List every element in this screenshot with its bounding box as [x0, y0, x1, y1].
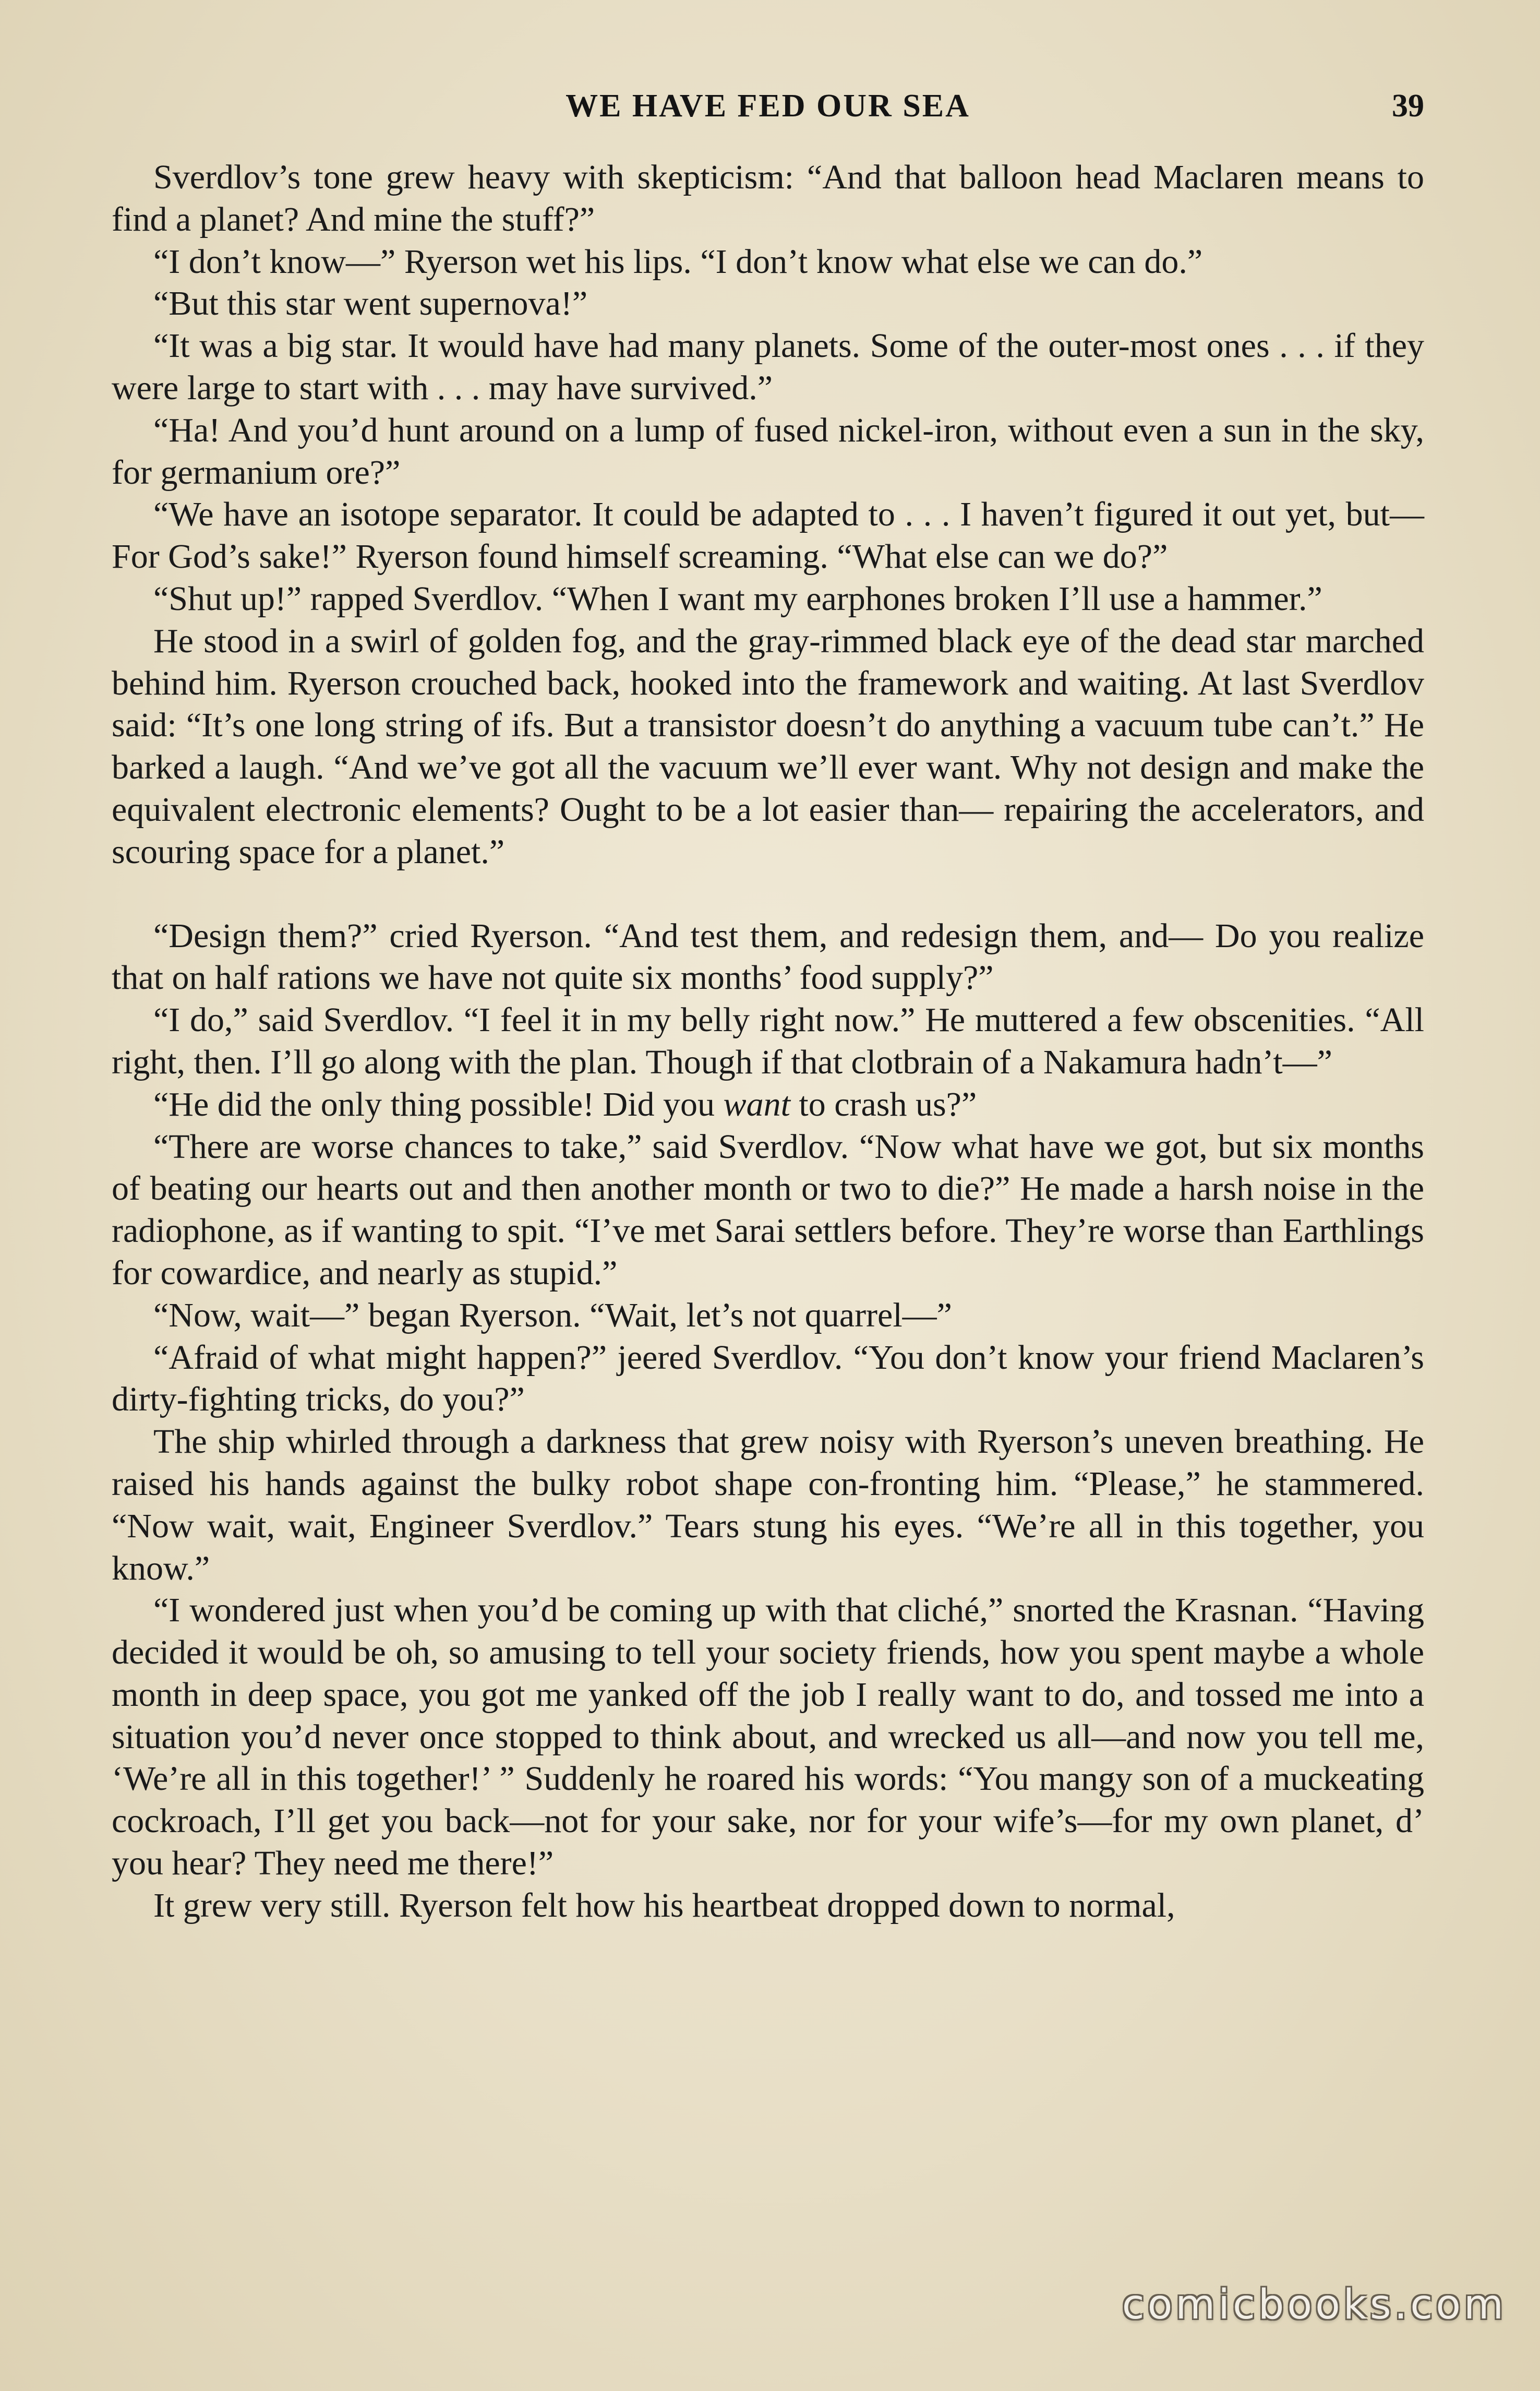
paragraph: He stood in a swirl of golden fog, and the gray-rimmed black eye of the dead star marched behind him. Ryerson crouched back, hooked into the framework and waiting. At last Sverdlov said: “It’s one long string of ifs. But a transistor doesn’t do anything a vacuum tube can’t.” He barked a laugh. “And we’ve got all the vacuum we’ll ever want. Why not design and make the equivalent electronic elements? Ought to be a lot easier than— repairing the accelerators, and scouring space for a planet.”: [112, 621, 1424, 871]
paragraph: “Ha! And you’d hunt around on a lump of fused nickel-iron, without even a sun in the sky, for germanium ore?”: [112, 411, 1424, 492]
body-text: [112, 157, 1424, 1927]
page-header: [112, 88, 1424, 138]
running-head: WE HAVE FED OUR SEA: [566, 88, 970, 124]
site-watermark: comicbooks.com: [1122, 2281, 1507, 2328]
paragraph: “But this star went supernova!”: [153, 284, 588, 323]
page-number: 39: [1392, 88, 1424, 124]
paragraph: “There are worse chances to take,” said Sverdlov. “Now what have we got, but six months of beating our hearts out and then another month or two to die?” He made a harsh noise in the radiophone, as if wanting to spit. “I’ve met Sarai settlers before. They’re worse than Earthlings for cowardice, and nearly as stupid.”: [112, 1127, 1424, 1292]
paragraph: “I do,” said Sverdlov. “I feel it in my belly right now.” He muttered a few obscenities. “All right, then. I’ll go along with the plan. Though if that clotbrain of a Nakamura hadn’t—”: [112, 1001, 1424, 1081]
paragraph: [112, 1084, 1424, 1126]
paragraph: “Afraid of what might happen?” jeered Sverdlov. “You don’t know your friend Maclaren’s dirty-fighting tricks, do you?”: [112, 1338, 1424, 1419]
paragraph-text: to crash us?”: [790, 1085, 977, 1123]
paragraph: Sverdlov’s tone grew heavy with skepticism: “And that balloon head Maclaren means to find a planet? And mine the stuff?”: [112, 158, 1424, 238]
paragraph: “I don’t know—” Ryerson wet his lips. “I don’t know what else we can do.”: [153, 242, 1203, 281]
paragraph: “Now, wait—” began Ryerson. “Wait, let’s not quarrel—”: [153, 1296, 952, 1334]
emphasis-text: want: [723, 1085, 790, 1123]
paragraph: “It was a big star. It would have had many planets. Some of the outer-most ones . . . if they were large to start with . . . may have survived.”: [112, 327, 1424, 407]
paragraph: “I wondered just when you’d be coming up with that cliché,” snorted the Krasnan. “Having decided it would be oh, so amusing to tell your society friends, how you spent maybe a whole month in deep space, you got me yanked off the job I really want to do, and tossed me into a situation you’d never once stopped to think about, and wrecked us all—and now you tell me, ‘We’re all in this together!’ ” Suddenly he roared his words: “You mangy son of a muckeating cockroach, I’ll get you back—not for your sake, nor for your wife’s—for my own planet, d’ you hear? They need me there!”: [112, 1591, 1424, 1883]
paragraph: The ship whirled through a darkness that grew noisy with Ryerson’s uneven breathing. He raised his hands against the bulky robot shape con-fronting him. “Please,” he stammered. “Now wait, wait, Engineer Sverdlov.” Tears stung his eyes. “We’re all in this together, you know.”: [112, 1422, 1424, 1587]
paragraph: It grew very still. Ryerson felt how his heartbeat dropped down to normal,: [153, 1886, 1175, 1924]
paragraph: “Design them?” cried Ryerson. “And test them, and redesign them, and— Do you realize that on half rations we have not quite six months’ food supply?”: [112, 916, 1424, 997]
paragraph-text: “He did the only thing possible! Did you: [153, 1085, 724, 1123]
paragraph: “Shut up!” rapped Sverdlov. “When I want my earphones broken I’ll use a hammer.”: [153, 579, 1322, 618]
paragraph: “We have an isotope separator. It could be adapted to . . . I haven’t figured it out yet, but— For God’s sake!” Ryerson found himself screaming. “What else can we do?”: [112, 495, 1424, 576]
